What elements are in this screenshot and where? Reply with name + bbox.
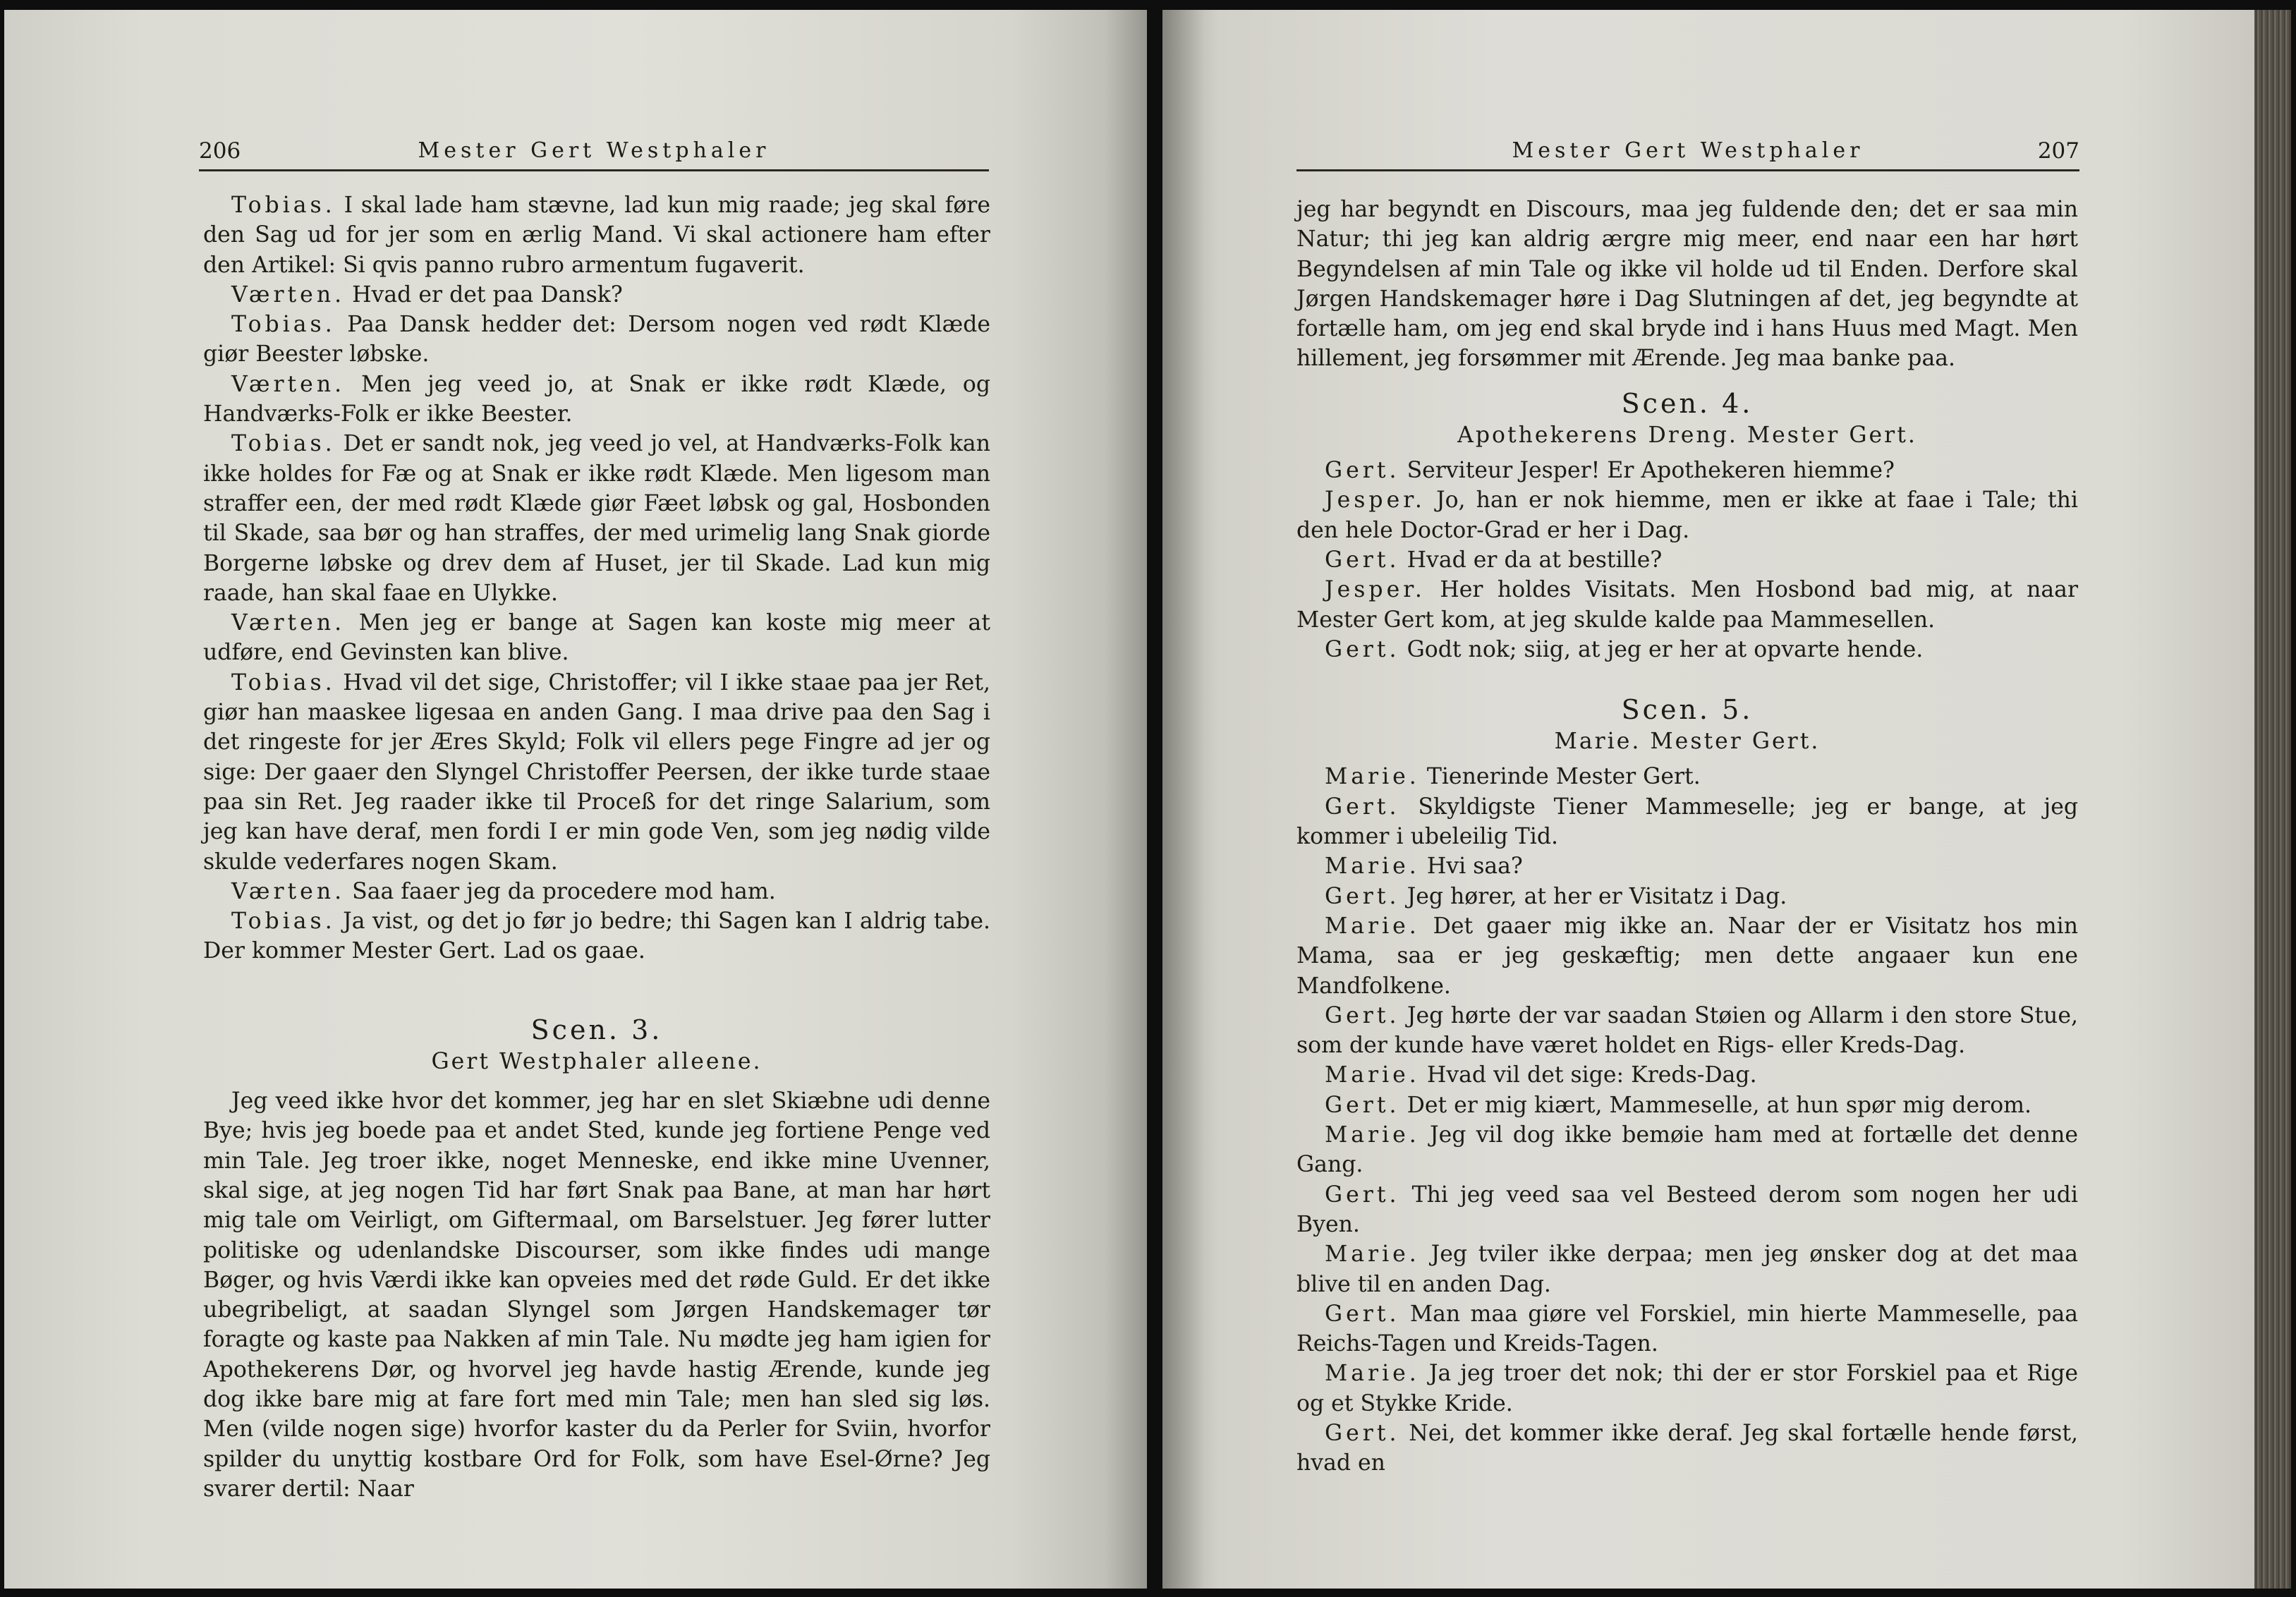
dialogue-line (1296, 1359, 2078, 1419)
dialogue-line (203, 310, 990, 370)
left-page (4, 10, 1147, 1589)
dialogue-line (203, 429, 990, 608)
line-text: Jeg hører, at her er Visitatz i Dag. (1407, 883, 1787, 909)
line-text: Godt nok; siig, at jeg er her at opvarte hende. (1407, 636, 1924, 662)
line-text: Det gaaer mig ikke an. Naar der er Visitatz hos min Mama, saa er jeg geskæftig; men dette angaaer kun ene Mandfolkene. (1296, 913, 2078, 999)
dialogue-line (1296, 575, 2078, 635)
line-text: Ja vist, og det jo før jo bedre; thi Sagen kan I aldrig tabe. Der kommer Mester Gert. Lad os gaae. (203, 909, 991, 964)
speaker: Marie. (1325, 1361, 1420, 1387)
page-stack-edge (2254, 10, 2291, 1589)
line-text: Paa Dansk hedder det: Dersom nogen ved rødt Klæde giør Beester løbske. (203, 312, 991, 368)
line-text: Thi jeg veed saa vel Besteed derom som nogen her udi Byen. (1296, 1182, 2079, 1237)
gutter-shadow (1162, 10, 1205, 1589)
dialogue-line (1296, 1091, 2078, 1120)
gutter-shadow (1105, 10, 1147, 1589)
speaker: Gert. (1325, 794, 1400, 820)
left-page-header (199, 135, 989, 171)
dialogue-line (1296, 485, 2078, 545)
dialogue-line (1296, 545, 2078, 575)
scene-3-heading: Scen. 3. (530, 1014, 663, 1045)
line-text: Jeg hørte der var saadan Støien og Allarm i den store Stue, som der kunde have været holdet en Rigs- eller Kreds-Dag. (1296, 1002, 2079, 1059)
speaker: Tobias. (231, 909, 336, 935)
dialogue-line (203, 906, 990, 966)
dialogue-line (1296, 1120, 2078, 1180)
speaker: Værten. (231, 610, 346, 636)
line-text: Nei, det kommer ikke deraf. Jeg skal fortælle hende først, hvad en (1296, 1420, 2078, 1476)
dialogue-line (1296, 1180, 2078, 1240)
speaker: Gert. (1325, 1092, 1400, 1118)
line-text: Ja jeg troer det nok; thi der er stor Forskiel paa et Rige og et Stykke Kride. (1296, 1361, 2078, 1416)
scene-4-cast: Apothekerens Dreng. Mester Gert. (1457, 422, 1917, 448)
scene-3-cast: Gert Westphaler alleene. (431, 1048, 763, 1074)
speaker: Gert. (1325, 1182, 1400, 1208)
dialogue-line (1296, 1299, 2078, 1359)
line-text: Jeg tviler ikke derpaa; men jeg ønsker dog at det maa blive til en anden Dag. (1296, 1241, 2078, 1297)
line-text: Jo, han er nok hiemme, men er ikke at faae i Tale; thi den hele Doctor-Grad er her i Dag. (1296, 487, 2079, 543)
scene-4-heading: Scen. 4. (1621, 387, 1754, 419)
right-page-text (1296, 195, 2078, 1478)
dialogue-line (1296, 911, 2078, 1001)
line-text: Serviteur Jesper! Er Apothekeren hiemme? (1407, 458, 1895, 484)
speaker: Marie. (1325, 913, 1420, 939)
line-text: Hvad vil det sige: Kreds-Dag. (1426, 1062, 1757, 1088)
speaker: Værten. (231, 281, 346, 308)
dialogue-line (203, 608, 990, 668)
dialogue-line (1296, 1419, 2078, 1478)
speaker: Gert. (1325, 1301, 1400, 1327)
speaker: Marie. (1325, 1122, 1420, 1148)
dialogue-line (1296, 1060, 2078, 1090)
section-gap (1296, 374, 2078, 387)
speaker: Værten. (231, 878, 346, 904)
line-text: Det er mig kiært, Mammeselle, at hun spør mig derom. (1407, 1092, 2032, 1118)
dialogue-line (1296, 1001, 2078, 1061)
dialogue-line (1296, 851, 2078, 881)
speaker: Tobias. (231, 312, 336, 338)
line-text: Hvad vil det sige, Christoffer; vil I ikke staae paa jer Ret, giør han maaskee ligesaa en anden Gang. I maa drive paa den Sag i det ringeste for jer Æres Skyld; Folk vil ellers pege Fingre ad jer og sige: Der gaaer den Slyngel Christoffer Peersen, der ikke turde staae paa sin Ret. Jeg raader ikke til Proceß for det ringe Salarium, som jeg kan have deraf, men fordi I er min gode Ven, som jeg nødig vilde skulde vederfares nogen Skam. (203, 669, 990, 875)
speaker: Marie. (1325, 1062, 1420, 1088)
line-text: I skal lade ham stævne, lad kun mig raade; jeg skal føre den Sag ud for jer som en ærlig Mand. Vi skal actionere ham efter den Artikel: Si qvis panno rubro armentum fugaverit. (203, 193, 990, 278)
speaker: Tobias. (231, 193, 336, 218)
right-page (1162, 10, 2291, 1589)
speaker: Gert. (1325, 547, 1400, 573)
line-text: Hvad er da at bestille? (1407, 547, 1663, 573)
monologue: Jeg veed ikke hvor det kommer, jeg har en slet Skiæbne udi denne Bye; hvis jeg boede paa et andet Sted, kunde jeg fortiene Penge ved min Tale. Jeg troer ikke, noget Menneske, end ikke mine Uvenner, skal sige, at jeg nogen Tid har ført Snak paa Bane, at man har hørt mig tale om Veirligt, om Giftermaal, om Barselstuer. Jeg fører lutter politiske og udenlandske Discourser, som ikke findes udi mange Bøger, og hvis Værdi ikke kan opveies med det røde Guld. Er det ikke ubegribeligt, at saadan Slyngel som Jørgen Handskemager tør foragte og kaste paa Nakken af min Tale. Nu mødte jeg ham igien for Apothekerens Dør, og hvorvel jeg havde hastig Ærende, kunde jeg dog ikke bare mig at fare fort med min Tale; men han sled sig løs. Men (vilde nogen sige) hvorfor kaster du da Perler for Sviin, hvorfor spilder du unyttig kostbare Ord for Folk, som have Esel-Ørne? Jeg svarer dertil: Naar (203, 1088, 990, 1502)
speaker: Marie. (1325, 854, 1420, 880)
section-gap (1296, 664, 2078, 693)
page-number: 206 (199, 138, 241, 164)
spacer (203, 1076, 990, 1086)
line-text: Hvad er det paa Dansk? (352, 281, 623, 308)
line-text: Tienerinde Mester Gert. (1426, 764, 1701, 790)
dialogue-line (1296, 762, 2078, 791)
speaker: Tobias. (231, 669, 336, 696)
dialogue-line (1296, 456, 2078, 485)
speaker: Gert. (1325, 636, 1400, 662)
dialogue-line (203, 877, 990, 906)
continued-monologue: jeg har begyndt en Discours, maa jeg fuldende den; det er saa min Natur; thi jeg kan aldrig ærgre mig meer, end naar een har hørt Begyndelsen af min Tale og ikke vil holde ud til Enden. Derfore skal Jørgen Handskemager høre i Dag Slutningen af det, jeg begyndte at fortælle ham, om jeg end skal bryde ind i hans Huus med Magt. Men hillement, jeg forsømmer mit Ærende. Jeg maa banke paa. (1296, 197, 2078, 372)
scene-5-cast: Marie. Mester Gert. (1554, 729, 1821, 755)
speaker: Værten. (231, 371, 346, 397)
left-page-text (203, 190, 990, 1504)
dialogue-line (1296, 792, 2078, 852)
line-text: Det er sandt nok, jeg veed jo vel, at Handværks-Folk kan ikke holdes for Fæ og at Snak er ikke rødt Klæde. Men ligesom man straffer een, der med rødt Klæde giør Fæet løbsk og gal, Hosbonden til Skade, saa bør og han straffes, der med urimelig lang Snak giorde Borgerne løbske og drev dem af Huset, jer til Skade. Lad kun mig raade, han skal faae en Ulykke. (203, 431, 990, 606)
line-text: Men jeg er bange at Sagen kan koste mig meer at udføre, end Gevinsten kan blive. (203, 610, 990, 666)
right-page-header (1296, 135, 2079, 171)
speaker: Jesper. (1325, 577, 1426, 603)
line-text: Man maa giøre vel Forskiel, min hierte Mammeselle, paa Reichs-Tagen und Kreids-Tagen. (1296, 1301, 2079, 1357)
dialogue-line (203, 668, 990, 877)
speaker: Marie. (1325, 764, 1420, 790)
speaker: Gert. (1325, 883, 1400, 909)
speaker: Marie. (1325, 1241, 1420, 1268)
scene-5-heading: Scen. 5. (1621, 694, 1754, 726)
speaker: Gert. (1325, 1002, 1400, 1028)
dialogue-line (1296, 635, 2078, 664)
dialogue-line (1296, 882, 2078, 911)
page-number: 207 (2037, 138, 2079, 164)
speaker: Gert. (1325, 458, 1400, 484)
line-text: Saa faaer jeg da procedere mod ham. (352, 878, 776, 904)
dialogue-line (1296, 1239, 2078, 1299)
running-head: Mester Gert Westphaler (418, 138, 770, 163)
speaker: Gert. (1325, 1420, 1400, 1446)
line-text: Men jeg veed jo, at Snak er ikke rødt Klæde, og Handværks-Folk er ikke Beester. (203, 371, 990, 427)
speaker: Tobias. (231, 431, 336, 457)
dialogue-line (203, 370, 990, 430)
line-text: Skyldigste Tiener Mammeselle; jeg er bange, at jeg kommer i ubeleilig Tid. (1296, 794, 2078, 850)
line-text: Her holdes Visitats. Men Hosbond bad mig, at naar Mester Gert kom, at jeg skulde kalde paa Mammesellen. (1296, 577, 2079, 633)
speaker: Jesper. (1325, 487, 1426, 514)
spacer (1296, 450, 2078, 456)
spacer (1296, 756, 2078, 762)
running-head: Mester Gert Westphaler (1512, 138, 1864, 163)
section-gap (203, 966, 990, 1013)
line-text: Hvi saa? (1426, 854, 1523, 880)
dialogue-line (203, 190, 990, 280)
line-text: Jeg vil dog ikke bemøie ham med at fortælle det denne Gang. (1296, 1122, 2079, 1178)
dialogue-line (203, 280, 990, 310)
